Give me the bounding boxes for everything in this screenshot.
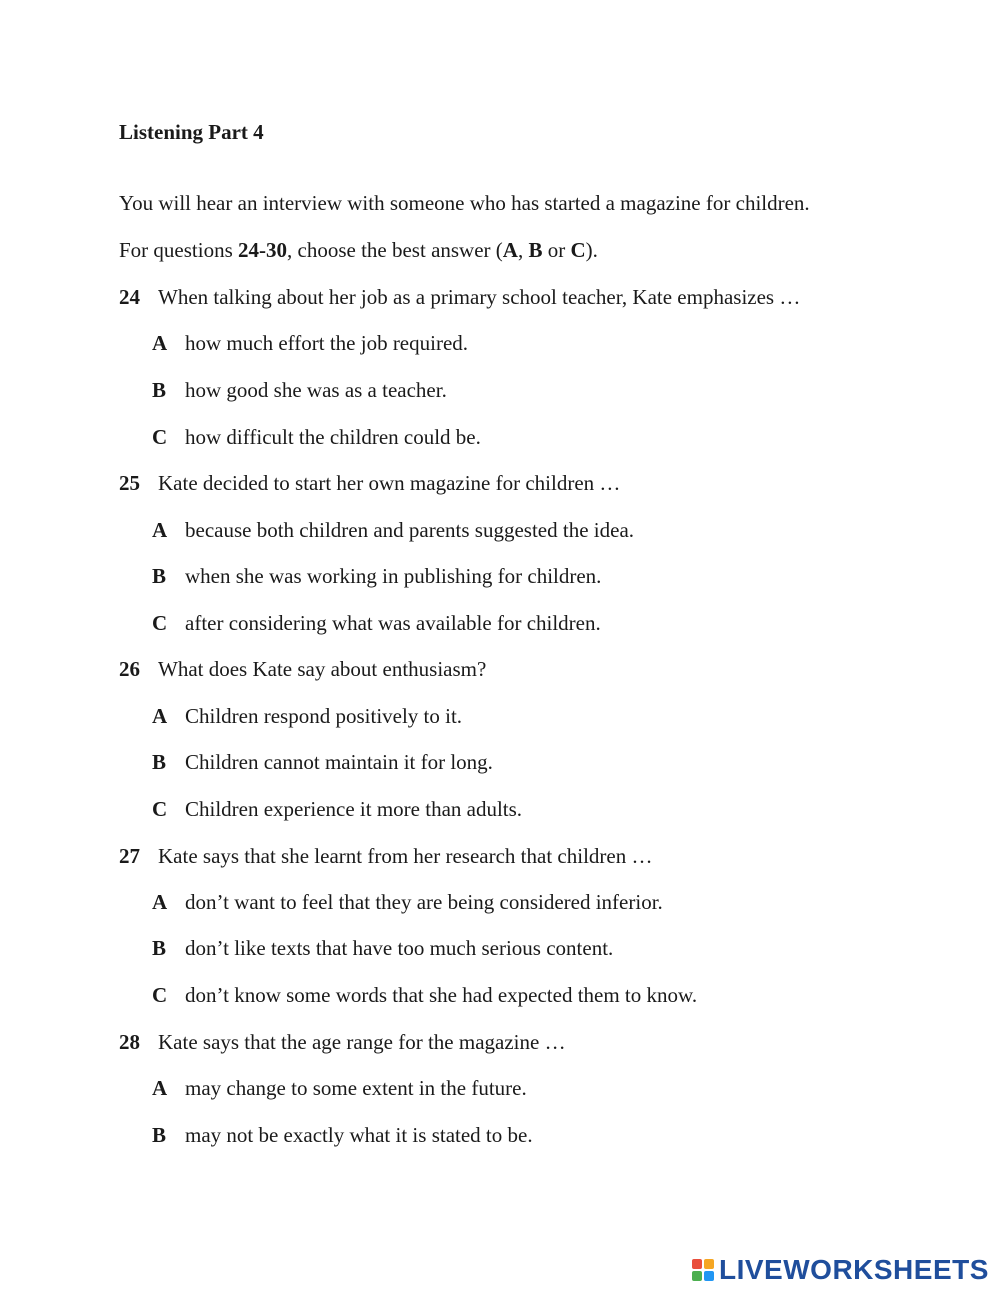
question-28 xyxy=(119,1028,566,1056)
question-24 xyxy=(119,283,800,311)
option-25a[interactable] xyxy=(152,516,634,544)
logo-block-blue xyxy=(704,1271,714,1281)
option-27c[interactable] xyxy=(152,981,697,1009)
intro-text: You will hear an interview with someone who has started a magazine for children. xyxy=(119,191,810,215)
question-number: 27 xyxy=(119,844,140,868)
instructions-mid: , choose the best answer ( xyxy=(287,238,503,262)
instructions-option-c: C xyxy=(570,238,586,262)
option-text: Children cannot maintain it for long. xyxy=(185,750,493,774)
option-24c[interactable] xyxy=(152,423,481,451)
question-text: Kate says that the age range for the magazine … xyxy=(158,1030,566,1054)
option-letter: C xyxy=(152,425,168,449)
question-number: 24 xyxy=(119,285,140,309)
option-26b[interactable] xyxy=(152,748,493,776)
option-text: after considering what was available for children. xyxy=(185,611,601,635)
option-26c[interactable] xyxy=(152,795,522,823)
option-letter: A xyxy=(152,1076,168,1100)
option-text: when she was working in publishing for children. xyxy=(185,564,602,588)
instructions-or: or xyxy=(542,238,571,262)
instructions-sep: , xyxy=(517,238,529,262)
question-number: 26 xyxy=(119,657,140,681)
option-text: how much effort the job required. xyxy=(185,331,469,355)
option-letter: B xyxy=(152,936,167,960)
option-25b[interactable] xyxy=(152,562,601,590)
question-text: When talking about her job as a primary school teacher, Kate emphasizes … xyxy=(158,285,801,309)
question-text: Kate decided to start her own magazine for children … xyxy=(158,471,621,495)
option-28b[interactable] xyxy=(152,1121,533,1149)
instructions-pre: For questions xyxy=(119,238,239,262)
option-28a[interactable] xyxy=(152,1074,527,1102)
option-letter: A xyxy=(152,518,168,542)
option-text: how good she was as a teacher. xyxy=(185,378,447,402)
question-number: 25 xyxy=(119,471,140,495)
liveworksheets-logo xyxy=(692,1253,989,1287)
option-letter: A xyxy=(152,890,168,914)
option-27b[interactable] xyxy=(152,934,613,962)
option-letter: B xyxy=(152,378,167,402)
logo-block-green xyxy=(692,1271,702,1281)
question-text: Kate says that she learnt from her research that children … xyxy=(158,844,653,868)
option-text: Children experience it more than adults. xyxy=(185,797,523,821)
instructions-post: ). xyxy=(585,238,598,262)
option-text: don’t want to feel that they are being considered inferior. xyxy=(185,890,663,914)
option-text: don’t like texts that have too much serious content. xyxy=(185,936,614,960)
instructions xyxy=(119,236,598,264)
logo-block-orange xyxy=(704,1259,714,1269)
option-letter: A xyxy=(152,704,168,728)
option-letter: B xyxy=(152,564,167,588)
option-text: because both children and parents suggested the idea. xyxy=(185,518,635,542)
question-number: 28 xyxy=(119,1030,140,1054)
option-letter: B xyxy=(152,750,167,774)
instructions-option-a: A xyxy=(502,238,518,262)
question-27 xyxy=(119,842,652,870)
instructions-range: 24-30 xyxy=(238,238,288,262)
logo-text: LIVEWORKSHEETS xyxy=(719,1254,989,1285)
question-text: What does Kate say about enthusiasm? xyxy=(158,657,487,681)
option-25c[interactable] xyxy=(152,609,601,637)
option-letter: C xyxy=(152,983,168,1007)
logo-blocks-icon xyxy=(692,1259,714,1281)
instructions-option-b: B xyxy=(528,238,543,262)
option-letter: B xyxy=(152,1123,167,1147)
question-26 xyxy=(119,655,486,683)
option-text: how difficult the children could be. xyxy=(185,425,481,449)
option-text: Children respond positively to it. xyxy=(185,704,463,728)
option-24b[interactable] xyxy=(152,376,447,404)
option-text: may change to some extent in the future. xyxy=(185,1076,527,1100)
page-title: Listening Part 4 xyxy=(119,120,264,144)
option-26a[interactable] xyxy=(152,702,462,730)
logo-block-red xyxy=(692,1259,702,1269)
option-27a[interactable] xyxy=(152,888,663,916)
question-25 xyxy=(119,469,620,497)
option-letter: C xyxy=(152,797,168,821)
option-24a[interactable] xyxy=(152,329,468,357)
option-letter: C xyxy=(152,611,168,635)
option-text: don’t know some words that she had expected them to know. xyxy=(185,983,698,1007)
option-text: may not be exactly what it is stated to be. xyxy=(185,1123,533,1147)
option-letter: A xyxy=(152,331,168,355)
